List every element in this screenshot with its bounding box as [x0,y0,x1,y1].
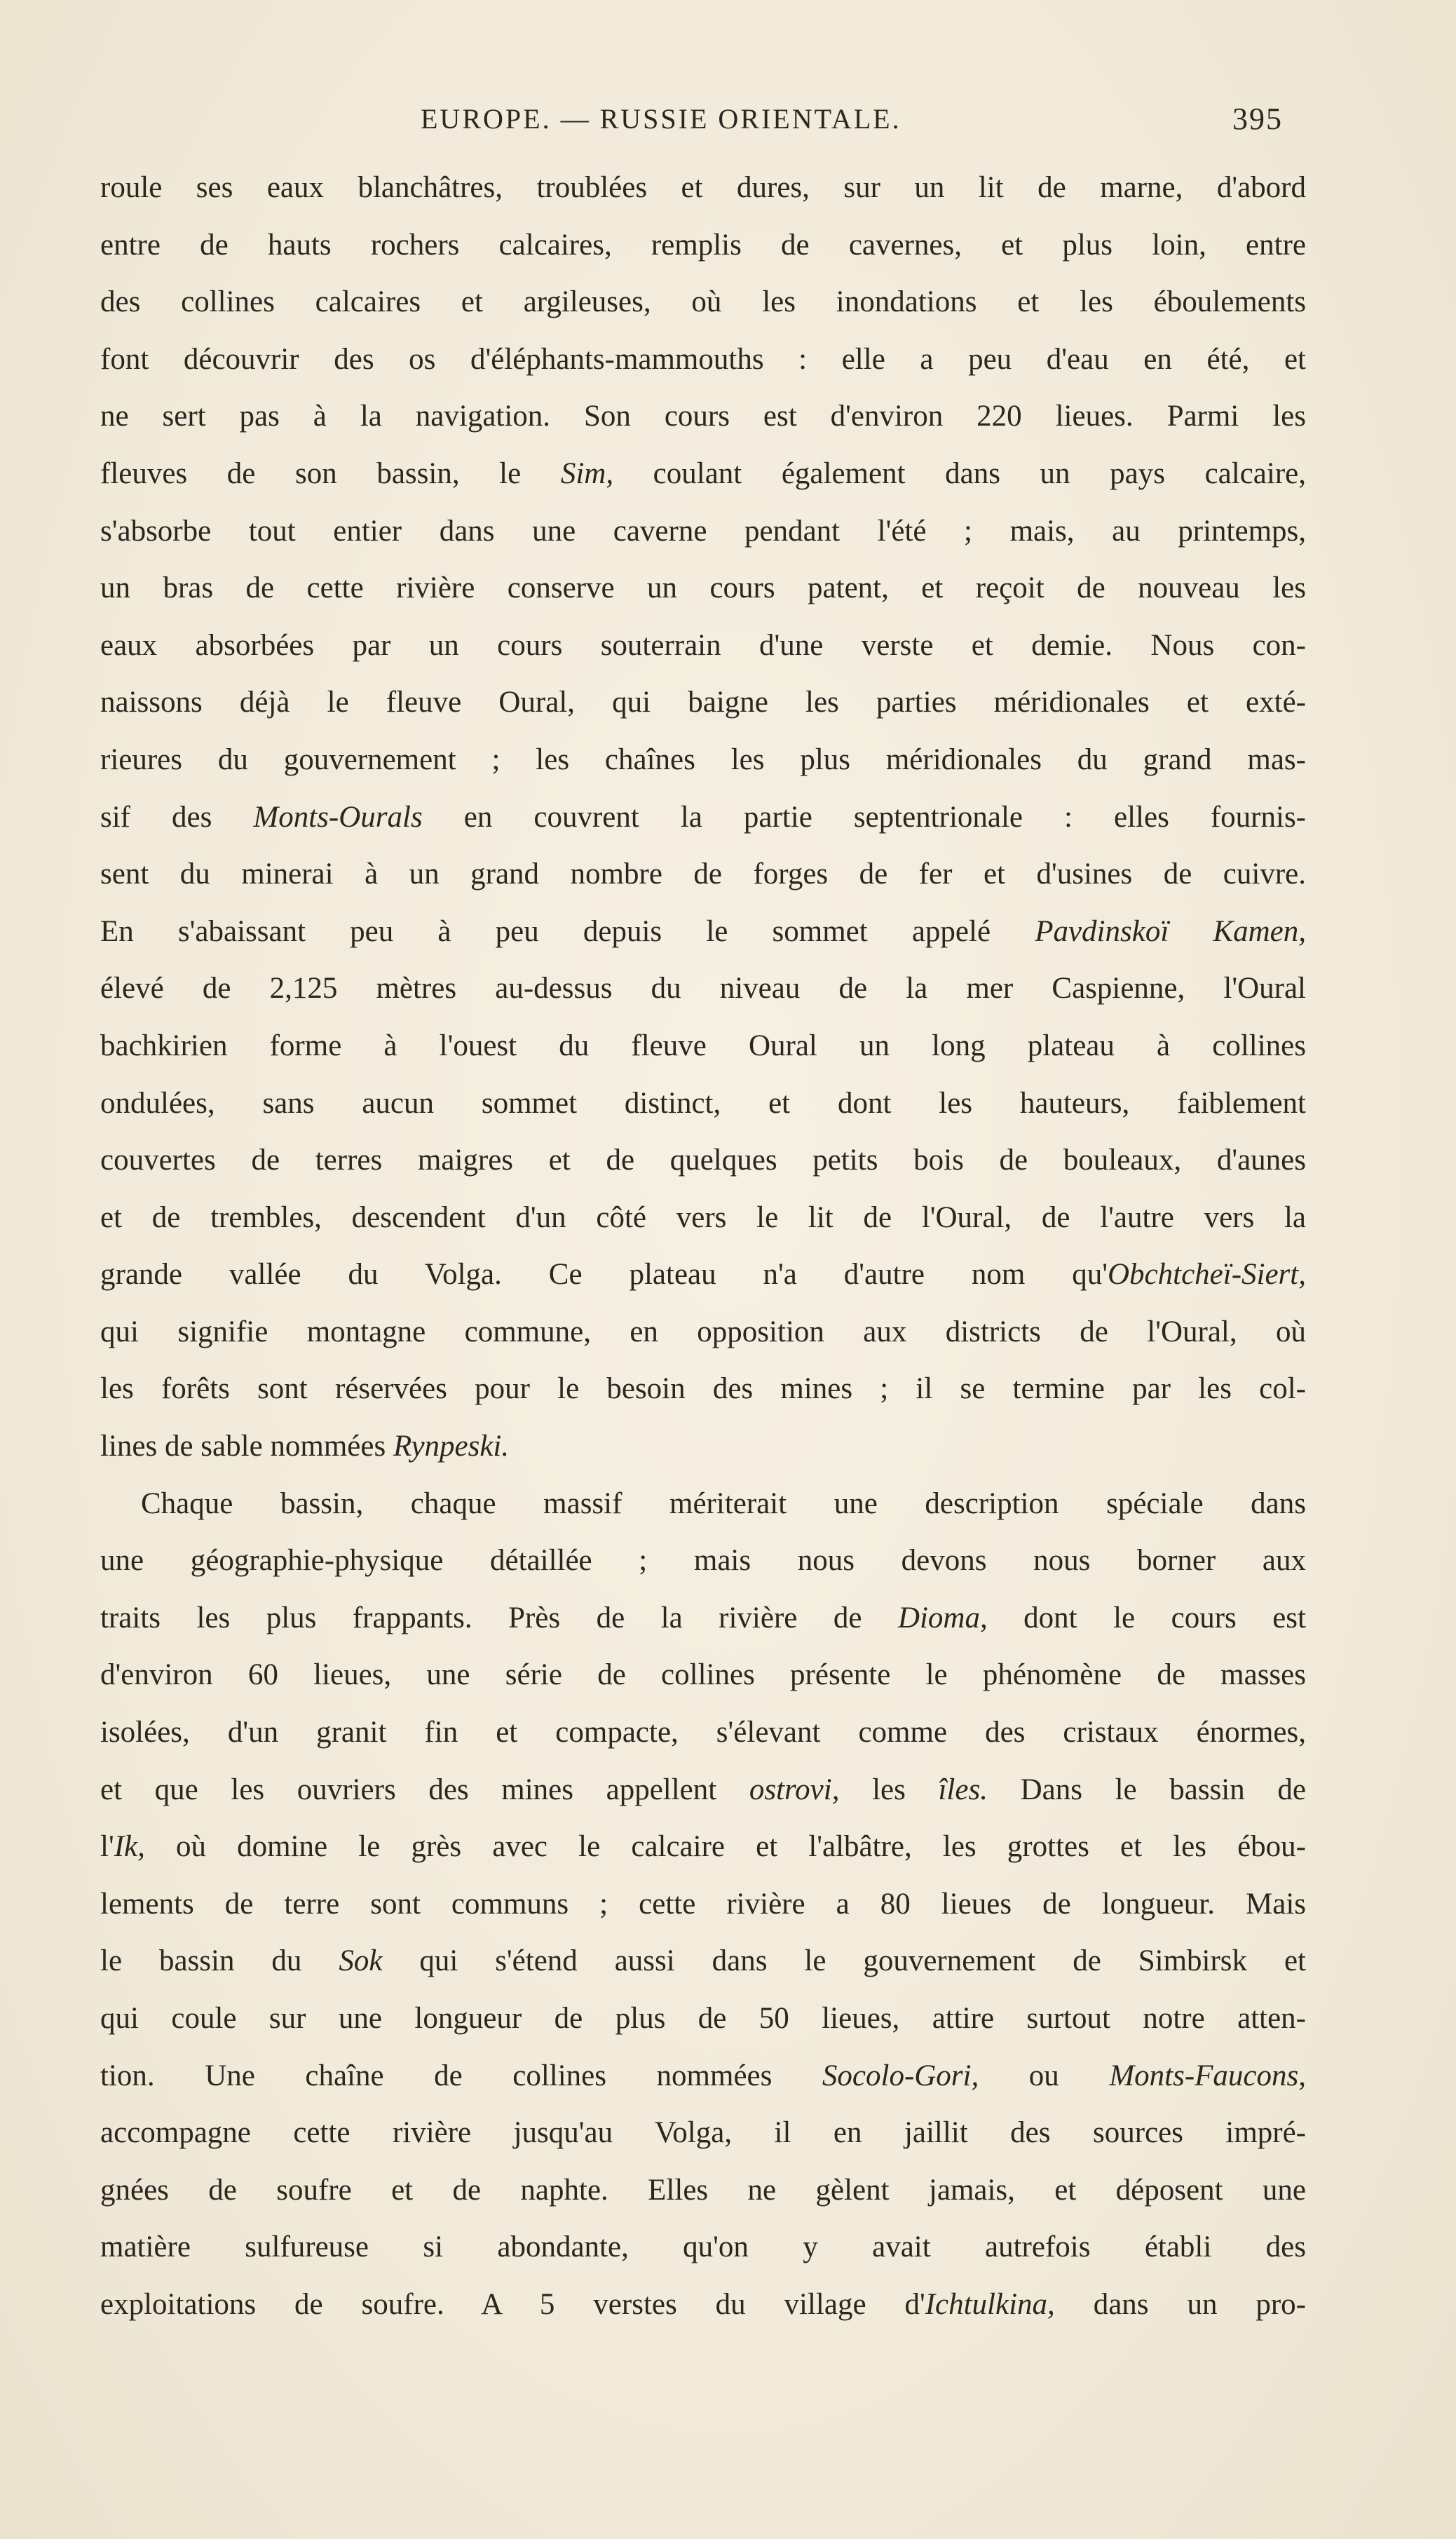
text-line [100,960,1306,1017]
text-line [100,1246,1306,1304]
text-line [100,2047,1306,2105]
text-line [100,1932,1306,1990]
text-line [100,1646,1306,1704]
text-line [100,1590,1306,1647]
italic-term: Dioma, [897,1601,988,1634]
text-run: les forêts sont réservées pour le besoin des mines ; il se termine par les col- [100,1372,1306,1406]
italic-term: îles. [938,1773,988,1806]
italic-term: Sok [339,1944,383,1978]
text-run: le bassin du [100,1944,339,1978]
text-run: un bras de cette rivière conserve un cours patent, et reçoit de nouveau les [100,571,1306,605]
text-line [100,159,1306,217]
text-run: dans un pro- [1054,2287,1306,2321]
italic-term: Monts-Ourals [253,800,423,834]
italic-term: Obchtcheï-Siert, [1108,1258,1306,1292]
text-run: qui s'étend aussi dans le gouvernement de Simbirsk et [382,1944,1306,1978]
text-run: rieures du gouvernement ; les chaînes les plus méridionales du grand mas- [100,743,1306,776]
text-run: En s'abaissant peu à peu depuis le sommet appelé [100,914,1035,948]
text-line [100,217,1306,274]
text-line [100,1704,1306,1761]
body-text [100,159,1306,2334]
text-run: traits les plus frappants. Près de la rivière de [100,1601,898,1634]
text-run: naissons déjà le fleuve Oural, qui baigne les parties méridionales et exté- [100,686,1306,719]
text-run: eaux absorbées par un cours souterrain d'une verste et demie. Nous con- [100,628,1306,662]
text-line [100,388,1306,445]
text-run: font découvrir des os d'éléphants-mammouths : elle a peu d'eau en été, et [100,342,1306,376]
text-run: ondulées, sans aucun sommet distinct, et dont les hauteurs, faiblement [100,1086,1306,1120]
text-line [100,1990,1306,2047]
text-run: lements de terre sont communs ; cette rivière a 80 lieues de longueur. Mais [100,1887,1306,1921]
text-run: Dans le bassin de [987,1773,1306,1806]
page-number: 395 [1232,102,1283,136]
text-run: exploitations de soufre. A 5 verstes du village d' [100,2287,925,2321]
text-run: matière sulfureuse si abondante, qu'on y avait autrefois établi des [100,2230,1306,2264]
text-line [100,273,1306,331]
text-run: des collines calcaires et argileuses, où les inondations et les éboulements [100,285,1306,319]
running-head [421,98,1283,140]
text-run: grande vallée du Volga. Ce plateau n'a d'autre nom qu' [100,1258,1108,1292]
text-run: ou [979,2059,1110,2092]
text-line [100,445,1306,503]
text-run: bachkirien forme à l'ouest du fleuve Oural un long plateau à collines [100,1029,1306,1062]
text-run: où domine le grès avec le calcaire et l'albâtre, les grottes et les ébou- [144,1830,1306,1864]
text-line [100,617,1306,675]
text-run: ne sert pas à la navigation. Son cours est d'environ 220 lieues. Parmi les [100,400,1306,433]
text-line [100,731,1306,789]
text-line [100,1818,1306,1876]
italic-term: Monts-Faucons, [1109,2059,1306,2092]
text-run: les [839,1773,939,1806]
italic-term: Pavdinskoï Kamen, [1035,914,1306,948]
text-line [100,903,1306,961]
italic-term: Socolo-Gori, [822,2059,979,2092]
text-line [100,1418,1306,1475]
italic-term: Rynpeski. [393,1430,510,1463]
text-run: coulant également dans un pays calcaire, [613,456,1306,490]
text-line [100,1475,1306,1533]
text-line [100,674,1306,731]
text-line [100,1189,1306,1247]
text-run: sent du minerai à un grand nombre de forges de fer et d'usines de cuivre. [100,858,1306,891]
text-line [100,2104,1306,2162]
text-run: s'absorbe tout entier dans une caverne pendant l'été ; mais, au printemps, [100,514,1306,548]
text-line [100,2162,1306,2219]
text-line [100,1304,1306,1361]
text-run: et que les ouvriers des mines appellent [100,1773,749,1806]
text-run: roule ses eaux blanchâtres, troublées et dures, sur un lit de marne, d'abord [100,171,1306,204]
text-run: qui coule sur une longueur de plus de 50 lieues, attire surtout notre atten- [100,2002,1306,2035]
text-run: élevé de 2,125 mètres au-dessus du niveau de la mer Caspienne, l'Oural [100,972,1306,1006]
text-line [100,1075,1306,1132]
text-run: fleuves de son bassin, le [100,456,561,490]
text-run: l' [100,1830,114,1864]
italic-term: ostrovi, [749,1773,840,1806]
italic-term: Sim, [560,456,614,490]
text-line [100,1876,1306,1933]
text-line [100,2276,1306,2334]
text-line [100,1532,1306,1590]
text-line [100,1132,1306,1189]
text-run: Chaque bassin, chaque massif mériterait une description spéciale dans [141,1487,1306,1520]
italic-term: Ichtulkina, [925,2287,1055,2321]
text-line [100,503,1306,560]
running-title: EUROPE. — RUSSIE ORIENTALE. [421,103,902,135]
text-run: gnées de soufre et de naphte. Elles ne gèlent jamais, et déposent une [100,2173,1306,2207]
text-run: isolées, d'un granit fin et compacte, s'élevant comme des cristaux énormes, [100,1716,1306,1749]
text-line [100,846,1306,903]
text-run: en couvrent la partie septentrionale : elles fournis- [422,800,1306,834]
text-run: accompagne cette rivière jusqu'au Volga, il en jaillit des sources impré- [100,2116,1306,2150]
text-run: entre de hauts rochers calcaires, remplis de cavernes, et plus loin, entre [100,228,1306,262]
text-line [100,1761,1306,1819]
text-line [100,1017,1306,1075]
text-line [100,331,1306,388]
text-run: qui signifie montagne commune, en opposition aux districts de l'Oural, où [100,1315,1306,1348]
text-line [100,1360,1306,1418]
text-run: lines de sable nommées [100,1430,393,1463]
text-run: couvertes de terres maigres et de quelques petits bois de bouleaux, d'aunes [100,1144,1306,1177]
italic-term: Ik, [114,1830,145,1864]
text-run: dont le cours est [987,1601,1306,1634]
text-line [100,2219,1306,2276]
text-run: d'environ 60 lieues, une série de collines présente le phénomène de masses [100,1658,1306,1692]
text-run: tion. Une chaîne de collines nommées [100,2059,822,2092]
text-run: et de trembles, descendent d'un côté vers le lit de l'Oural, de l'autre vers la [100,1200,1306,1234]
text-line [100,789,1306,846]
text-line [100,560,1306,617]
text-run: sif des [100,800,254,834]
text-run: une géographie-physique détaillée ; mais nous devons nous borner aux [100,1544,1306,1578]
